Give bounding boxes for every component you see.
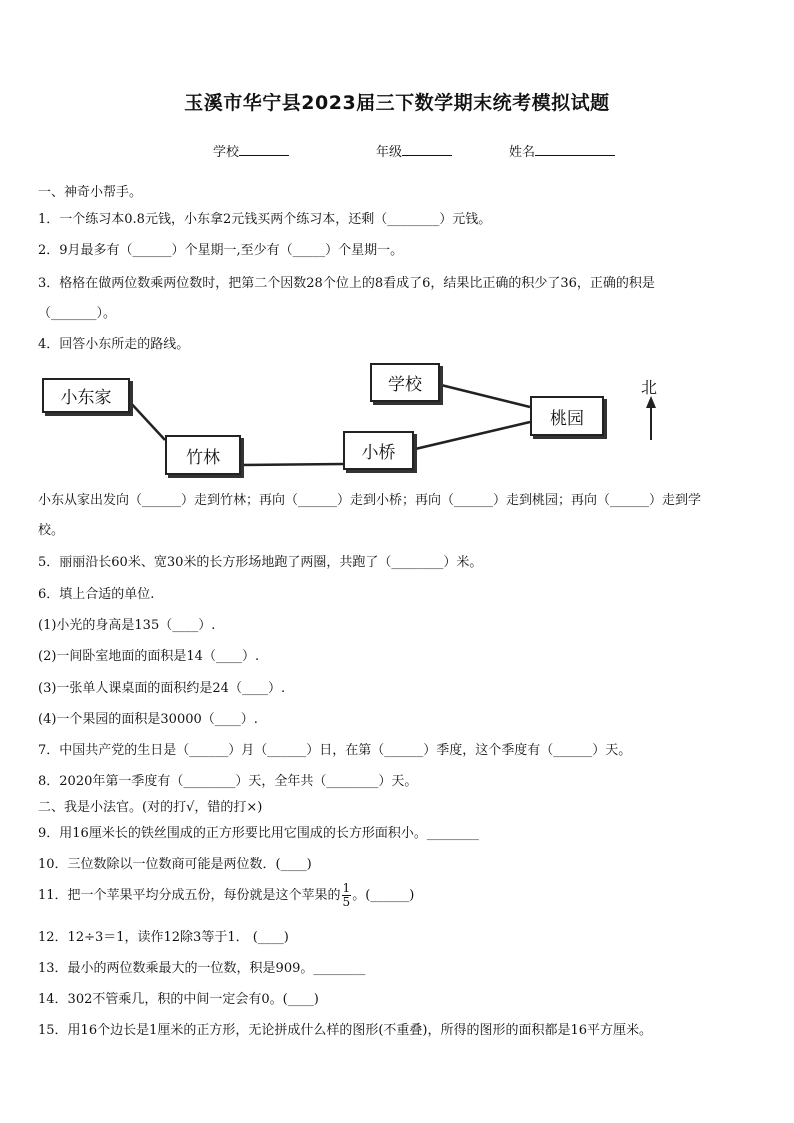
- grade-field: [376, 141, 452, 160]
- route-diagram: [38, 360, 758, 480]
- bridge-box: 小桥: [343, 431, 414, 470]
- question-5: 5．丽丽沿长60米、宽30米的长方形场地跑了两圈，共跑了（________）米。: [38, 555, 483, 570]
- question-7: 7．中国共产党的生日是（______）月（______）日，在第（______）季度，这个季度有（______）天。: [38, 743, 632, 758]
- grade-blank[interactable]: [402, 142, 452, 156]
- school-label: 学校: [213, 145, 240, 160]
- question-12: 12．12÷3＝1，读作12除3等于1． (____): [38, 930, 289, 945]
- question-11-text: 11．把一个苹果平均分成五份，每份就是这个苹果的: [38, 888, 341, 903]
- question-10: 10．三位数除以一位数商可能是两位数．(____): [38, 857, 312, 872]
- section-1-heading: 一、神奇小帮手。: [38, 185, 143, 200]
- question-3-blank: （_______）。: [38, 306, 117, 321]
- question-9: 9．用16厘米长的铁丝围成的正方形要比用它围成的长方形面积小。________: [38, 826, 479, 841]
- school-field: [213, 141, 289, 160]
- grade-label: 年级: [376, 145, 403, 160]
- fraction-one-fifth: [342, 882, 352, 909]
- fraction-denominator: 5: [342, 895, 351, 909]
- question-11: [38, 878, 414, 914]
- question-4-answer: 小东从家出发向（______）走到竹林；再向（______）走到小桥；再向（______）走到桃园；再向（______）走到学: [38, 493, 702, 508]
- name-label: 姓名: [509, 145, 536, 160]
- question-4: 4．回答小东所走的路线。: [38, 337, 190, 352]
- peach-garden-box: 桃园: [530, 396, 604, 436]
- question-6-3: (3)一张单人课桌面的面积约是24（____）.: [38, 681, 286, 696]
- question-6-1: (1)小光的身高是135（____）.: [38, 618, 216, 633]
- section-2-heading: 二、我是小法官。(对的打√，错的打×): [38, 800, 263, 815]
- north-label: 北: [641, 378, 658, 397]
- school-box: 学校: [370, 363, 440, 402]
- question-8: 8．2020年第一季度有（________）天，全年共（________）天。: [38, 774, 418, 789]
- question-2: 2．9月最多有（______）个星期一,至少有（_____）个星期一。: [38, 243, 404, 258]
- question-4-answer-end: 校。: [38, 523, 65, 538]
- name-field: [509, 141, 615, 160]
- question-6-2: (2)一间卧室地面的面积是14（____）.: [38, 649, 260, 664]
- page-title: 玉溪市华宁县2023届三下数学期末统考模拟试题: [184, 92, 610, 114]
- bamboo-box: 竹林: [165, 435, 241, 475]
- question-11-blank: 。(______): [352, 888, 415, 903]
- question-13: 13．最小的两位数乘最大的一位数，积是909。________: [38, 961, 366, 976]
- school-blank[interactable]: [239, 142, 289, 156]
- home-box: 小东家: [42, 378, 130, 413]
- question-15: 15．用16个边长是1厘米的正方形，无论拼成什么样的图形(不重叠)，所得的图形的面积都是16平方厘米。: [38, 1023, 653, 1038]
- fraction-numerator: 1: [342, 881, 351, 895]
- question-3: 3．格格在做两位数乘两位数时，把第二个因数28个位上的8看成了6，结果比正确的积少了36，正确的积是: [38, 276, 655, 291]
- name-blank[interactable]: [535, 142, 615, 156]
- question-6: 6．填上合适的单位.: [38, 587, 155, 602]
- question-1: 1．一个练习本0.8元钱，小东拿2元钱买两个练习本，还剩（________）元钱。: [38, 212, 492, 227]
- question-6-4: (4)一个果园的面积是30000（____）.: [38, 712, 258, 727]
- question-14: 14．302不管乘几，积的中间一定会有0。(____): [38, 992, 319, 1007]
